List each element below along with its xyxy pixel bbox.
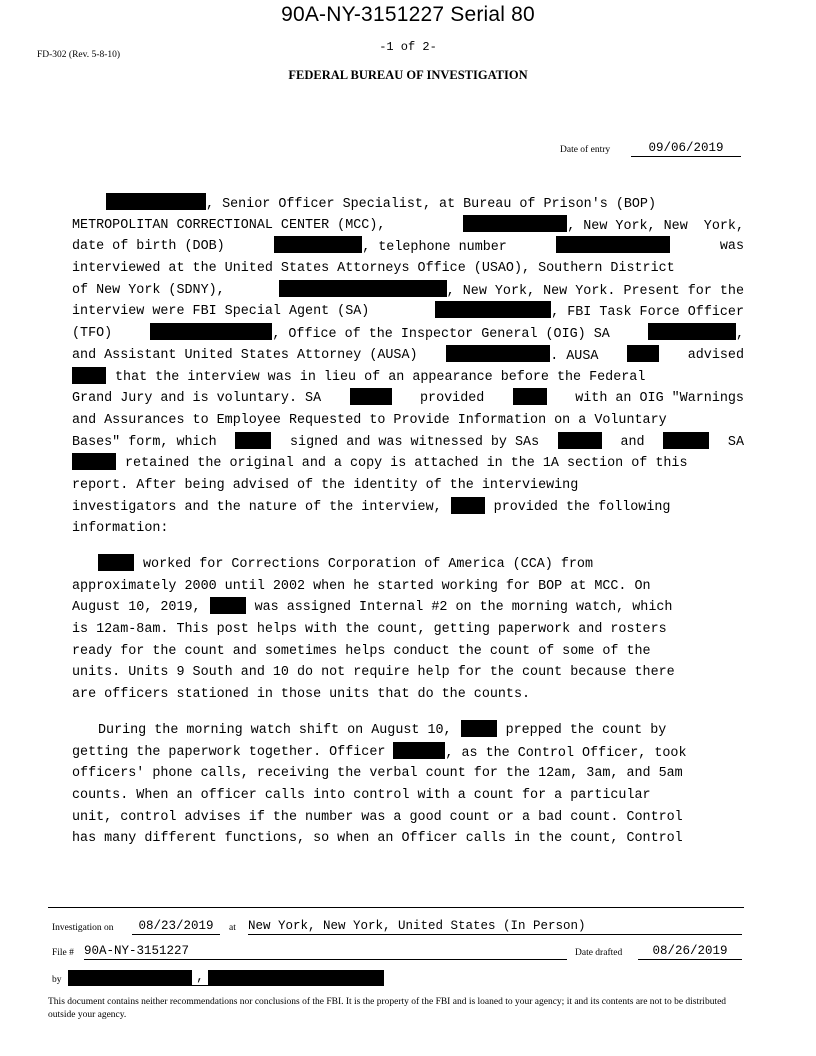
text-line: that the interview was in lieu of an appearance before the Federal <box>115 369 646 385</box>
at-label: at <box>229 923 236 933</box>
investigation-on-label: Investigation on <box>52 923 114 933</box>
text-line: prepped the count by <box>505 723 667 738</box>
date-drafted-value: 08/26/2019 <box>638 944 742 960</box>
text-line: , <box>735 327 744 343</box>
text-line: and <box>620 434 645 450</box>
redaction <box>463 215 567 232</box>
redaction <box>451 497 485 514</box>
redaction <box>350 388 392 405</box>
redaction <box>461 720 497 737</box>
text-line: advised <box>687 347 744 363</box>
text-line: signed and was witnessed by SAs <box>290 434 540 450</box>
file-number-value: 90A-NY-3151227 <box>84 944 567 960</box>
redaction <box>72 367 106 384</box>
redaction <box>235 432 271 449</box>
text-line: , New York, New York, <box>567 218 744 234</box>
paragraph-3 <box>72 720 744 850</box>
text-line: is 12am-8am. This post helps with the count, getting paperwork and rosters <box>72 622 667 638</box>
redaction <box>208 970 384 985</box>
redaction <box>627 345 659 362</box>
text-line: was <box>719 239 744 255</box>
text-line: provided <box>420 391 485 407</box>
redaction <box>435 301 551 318</box>
text-line: approximately 2000 until 2002 when he started working for BOP at MCC. On <box>72 578 651 594</box>
date-drafted-label: Date drafted <box>575 948 623 958</box>
text-line: units. Units 9 South and 10 do not require help for the count because there <box>72 665 675 681</box>
redaction <box>279 280 447 297</box>
text-line: , as the Control Officer, took <box>445 745 687 761</box>
text-line: Grand Jury and is voluntary. SA <box>72 391 322 407</box>
text-line: worked for Corrections Corporation of America (CCA) from <box>143 557 593 572</box>
text-line: date of birth (DOB) <box>72 239 225 255</box>
paragraph-2 <box>72 554 744 706</box>
redaction <box>210 597 246 614</box>
form-id: FD-302 (Rev. 5-8-10) <box>37 50 121 60</box>
text-line: are officers stationed in those units that do the counts. <box>72 687 531 703</box>
date-of-entry-label: Date of entry <box>560 145 611 155</box>
text-line: , Senior Officer Specialist, at Bureau of Prison's (BOP) <box>206 197 656 212</box>
redaction <box>72 453 116 470</box>
document-serial-title: 90A-NY-3151227 Serial 80 <box>281 3 535 26</box>
by-label: by <box>52 975 62 985</box>
redaction <box>513 388 547 405</box>
text-line: investigators and the nature of the interview, <box>72 499 442 515</box>
redaction <box>106 193 206 210</box>
text-line: was assigned Internal #2 on the morning watch, which <box>254 600 673 616</box>
redaction <box>150 323 272 340</box>
text-line: METROPOLITAN CORRECTIONAL CENTER (MCC), <box>72 217 386 233</box>
text-line: ready for the count and sometimes helps conduct the count of some of the <box>72 643 651 659</box>
text-line: and Assistant United States Attorney (AUSA) <box>72 347 418 363</box>
text-line: August 10, 2019, <box>72 600 201 616</box>
text-line: , Office of the Inspector General (OIG) SA <box>272 327 610 343</box>
text-line: SA <box>727 434 744 450</box>
file-number-label: File # <box>52 948 74 958</box>
text-line: getting the paperwork together. Officer <box>72 744 386 760</box>
text-line: counts. When an officer calls into control with a count for a particular <box>72 788 651 804</box>
redaction <box>558 432 602 449</box>
text-line: report. After being advised of the identity of the interviewing <box>72 477 579 493</box>
text-line: unit, control advises if the number was a good count or a bad count. Control <box>72 809 683 825</box>
text-line: , New York, New York. Present for the <box>446 283 744 299</box>
redaction <box>446 345 550 362</box>
text-line: During the morning watch shift on August 10, <box>98 723 452 738</box>
text-line: retained the original and a copy is attached in the 1A section of this <box>125 456 688 472</box>
investigation-on-value: 08/23/2019 <box>132 919 220 935</box>
redaction <box>393 742 445 759</box>
date-of-entry-value: 09/06/2019 <box>631 141 741 157</box>
redaction <box>556 236 670 253</box>
redaction <box>648 323 736 340</box>
location-value: New York, New York, United States (In Person) <box>248 919 742 935</box>
footer-rule <box>48 907 744 908</box>
text-line: has many different functions, so when an Officer calls in the count, Control <box>72 831 683 847</box>
text-line: officers' phone calls, receiving the verbal count for the 12am, 3am, and 5am <box>72 766 683 782</box>
paragraph-1 <box>72 193 744 540</box>
redaction <box>68 970 192 985</box>
by-separator: , <box>196 970 204 984</box>
text-line: with an OIG "Warnings <box>575 391 744 407</box>
text-line: . AUSA <box>550 348 599 364</box>
page-number: -1 of 2- <box>379 40 437 54</box>
text-line: Bases" form, which <box>72 434 217 450</box>
text-line: interviewed at the United States Attorneys Office (USAO), Southern District <box>72 261 675 277</box>
text-line: (TFO) <box>72 326 113 342</box>
redaction <box>98 554 134 571</box>
text-line: interview were FBI Special Agent (SA) <box>72 304 370 320</box>
text-line: and Assurances to Employee Requested to Provide Information on a Voluntary <box>72 412 667 428</box>
agency-heading: FEDERAL BUREAU OF INVESTIGATION <box>288 68 528 82</box>
redaction <box>274 236 362 253</box>
redaction <box>663 432 709 449</box>
text-line: provided the following <box>493 499 671 515</box>
text-line: of New York (SDNY), <box>72 282 225 298</box>
text-line: , FBI Task Force Officer <box>551 305 744 321</box>
drafted-by-line <box>68 970 384 986</box>
disclaimer: This document contains neither recommendations nor conclusions of the FBI. It is the property of the FBI and is loaned to your agency; it and its contents are not to be distributed outside your agency. <box>48 997 727 1020</box>
text-line: , telephone number <box>362 240 507 256</box>
text-line: information: <box>72 521 169 537</box>
